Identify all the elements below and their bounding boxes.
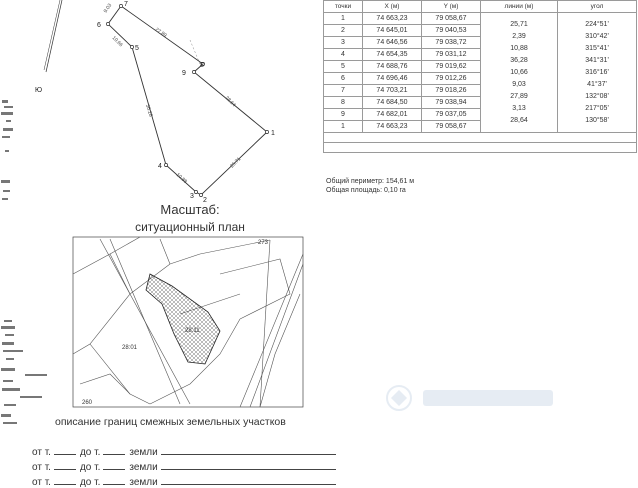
x-cell: 74 654,35 bbox=[363, 49, 422, 61]
north-label: Ю bbox=[35, 87, 43, 94]
adjacent-row bbox=[32, 460, 340, 473]
y-cell: 79 018,26 bbox=[422, 85, 481, 97]
adjacent-row bbox=[32, 475, 340, 488]
row-mid: до т. bbox=[79, 477, 101, 488]
y-cell: 79 031,12 bbox=[422, 49, 481, 61]
segment-length: 28,64 bbox=[510, 117, 528, 124]
segment-angle: 132°08' bbox=[585, 93, 609, 100]
header-lines: линии (м) bbox=[481, 1, 558, 13]
vertex-7 bbox=[119, 4, 122, 7]
adjacent-title: описание границ смежных земельных участков bbox=[55, 416, 286, 428]
side-label: 28.64 bbox=[223, 95, 237, 109]
y-cell: 79 038,94 bbox=[422, 97, 481, 109]
adjacent-row bbox=[32, 445, 340, 458]
vertex-3 bbox=[194, 190, 197, 193]
row-mid: до т. bbox=[79, 462, 101, 473]
segment-angle: 310°42' bbox=[585, 33, 609, 40]
point-label-9: 9 bbox=[182, 70, 186, 77]
side-label: 27.89 bbox=[153, 26, 168, 39]
scale-title: Масштаб: bbox=[160, 202, 220, 217]
segment-length: 27,89 bbox=[510, 93, 528, 100]
segment-angle: 315°41' bbox=[585, 45, 609, 52]
segment-angle: 224°51' bbox=[585, 21, 609, 29]
x-cell: 74 684,50 bbox=[363, 97, 422, 109]
y-cell: 79 058,67 bbox=[422, 121, 481, 133]
parcel-plot bbox=[0, 0, 320, 205]
segment-length: 10,88 bbox=[510, 45, 528, 52]
watermark-logo bbox=[383, 378, 563, 418]
situation-plan bbox=[70, 234, 310, 410]
vertex-5 bbox=[130, 45, 133, 48]
blank-from bbox=[54, 445, 76, 455]
angle-cell bbox=[558, 13, 637, 29]
segment-length: 10,66 bbox=[510, 69, 528, 76]
header-y: Y (м) bbox=[422, 1, 481, 13]
x-cell: 74 645,01 bbox=[363, 25, 422, 37]
point-label-2: 2 bbox=[203, 197, 207, 204]
y-cell: 79 019,62 bbox=[422, 61, 481, 73]
blank-to bbox=[103, 475, 125, 485]
side-label: 10.88 bbox=[174, 172, 188, 185]
point-cell: 8 bbox=[324, 97, 363, 109]
table-header-row bbox=[324, 1, 637, 13]
y-cell: 79 040,53 bbox=[422, 25, 481, 37]
label-273: 273 bbox=[258, 240, 269, 246]
point-label-5: 5 bbox=[135, 45, 139, 52]
segment-angle: 217°05' bbox=[585, 105, 609, 112]
total-area: Общая площадь: 0,10 га bbox=[326, 187, 406, 194]
point-cell: 7 bbox=[324, 85, 363, 97]
row-land: земли bbox=[129, 447, 158, 458]
header-x: X (м) bbox=[363, 1, 422, 13]
segment-length: 36,28 bbox=[510, 57, 528, 64]
row-prefix: от т. bbox=[32, 462, 51, 473]
row-land: земли bbox=[129, 477, 158, 488]
segment-angle: 316°16' bbox=[585, 69, 609, 76]
blank-to bbox=[103, 445, 125, 455]
vertex-1 bbox=[265, 130, 268, 133]
summary-cell bbox=[324, 143, 637, 153]
label-parcel: 28:11 bbox=[185, 328, 200, 334]
segment-length: 3,13 bbox=[512, 105, 526, 112]
segment-length: 25,71 bbox=[510, 21, 528, 29]
row-mid: до т. bbox=[79, 447, 101, 458]
side-label: 25.71 bbox=[229, 156, 243, 170]
header-point: точки bbox=[324, 1, 363, 13]
x-cell: 74 688,76 bbox=[363, 61, 422, 73]
total-perimeter: Общий периметр: 154,61 м bbox=[326, 178, 415, 185]
side-label: 36.28 bbox=[144, 103, 154, 118]
north-arrow-line bbox=[46, 0, 62, 72]
point-label-8: 8 bbox=[200, 62, 204, 69]
y-cell: 79 058,67 bbox=[422, 13, 481, 25]
vertex-6 bbox=[106, 22, 109, 25]
north-arrow-line-2 bbox=[44, 0, 60, 70]
coordinates-table bbox=[323, 0, 637, 153]
point-cell: 5 bbox=[324, 61, 363, 73]
situation-plan-title: ситуационный план bbox=[135, 220, 245, 234]
blank-land bbox=[161, 475, 336, 485]
x-cell: 74 703,21 bbox=[363, 85, 422, 97]
vertex-4 bbox=[164, 163, 167, 166]
summary-row bbox=[324, 143, 637, 153]
y-cell: 79 038,72 bbox=[422, 37, 481, 49]
point-cell: 1 bbox=[324, 121, 363, 133]
segment-length: 9,03 bbox=[512, 81, 526, 88]
point-label-4: 4 bbox=[158, 163, 162, 170]
point-cell: 2 bbox=[324, 25, 363, 37]
x-cell: 74 696,46 bbox=[363, 73, 422, 85]
summary-cell bbox=[324, 133, 637, 143]
label-260: 260 bbox=[82, 400, 93, 406]
blank-to bbox=[103, 460, 125, 470]
segment-angle: 130°58' bbox=[585, 117, 609, 124]
point-label-6: 6 bbox=[97, 22, 101, 29]
summary-row bbox=[324, 133, 637, 143]
segment-angle: 341°31' bbox=[585, 57, 609, 64]
x-cell: 74 682,01 bbox=[363, 109, 422, 121]
label-left: 28:01 bbox=[122, 345, 138, 351]
point-cell: 9 bbox=[324, 109, 363, 121]
point-label-3: 3 bbox=[190, 193, 194, 200]
segment-angle: 41°37' bbox=[587, 81, 607, 88]
table-row bbox=[324, 13, 637, 25]
x-cell: 74 646,56 bbox=[363, 37, 422, 49]
point-label-7: 7 bbox=[124, 1, 128, 8]
segment-length: 2,39 bbox=[512, 33, 526, 40]
point-label-1: 1 bbox=[271, 130, 275, 137]
x-cell: 74 663,23 bbox=[363, 121, 422, 133]
blank-from bbox=[54, 460, 76, 470]
row-prefix: от т. bbox=[32, 477, 51, 488]
point-cell: 6 bbox=[324, 73, 363, 85]
y-cell: 79 012,26 bbox=[422, 73, 481, 85]
x-cell: 74 663,23 bbox=[363, 13, 422, 25]
row-land: земли bbox=[129, 462, 158, 473]
blank-land bbox=[161, 460, 336, 470]
row-prefix: от т. bbox=[32, 447, 51, 458]
point-cell: 3 bbox=[324, 37, 363, 49]
header-angle: угол bbox=[558, 1, 637, 13]
point-cell: 1 bbox=[324, 13, 363, 25]
y-cell: 79 037,05 bbox=[422, 109, 481, 121]
length-cell bbox=[481, 13, 558, 29]
side-label: 10.66 bbox=[110, 35, 124, 49]
blank-land bbox=[161, 445, 336, 455]
vertex-9 bbox=[192, 70, 195, 73]
side-label: 9.03 bbox=[102, 2, 114, 15]
parcel-boundary bbox=[108, 6, 267, 195]
blank-from bbox=[54, 475, 76, 485]
point-cell: 4 bbox=[324, 49, 363, 61]
